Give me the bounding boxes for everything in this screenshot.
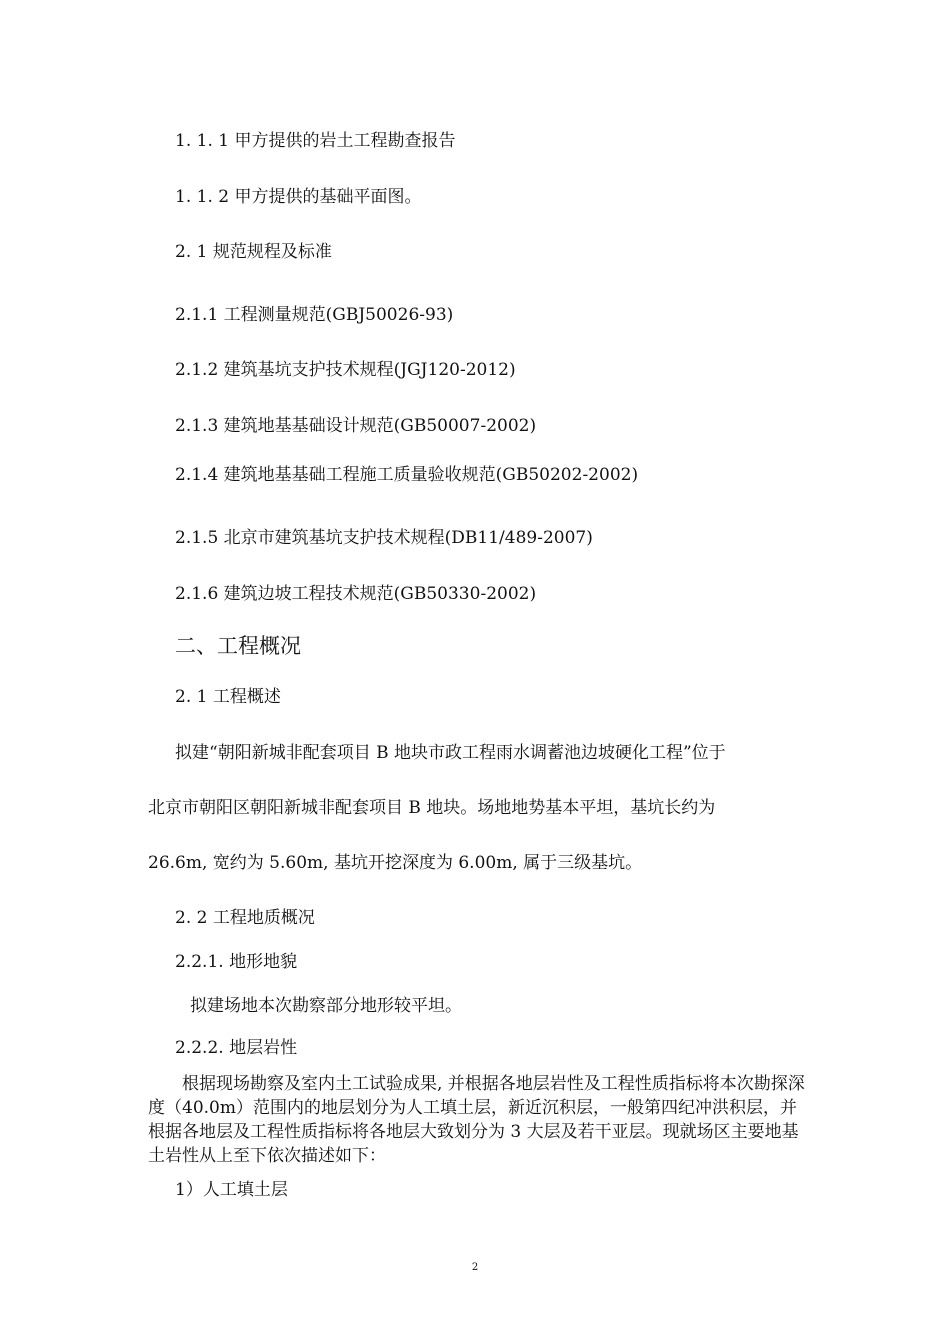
overview-line-2: 北京市朝阳区朝阳新城非配套项目 B 地块。场地地势基本平坦，基坑长约为 — [148, 798, 716, 818]
line-2-1-6: 2.1.6 建筑边坡工程技术规范(GB50330-2002) — [175, 584, 537, 604]
strata-paragraph: 根据现场勘察及室内土工试验成果, 并根据各地层岩性及工程性质指标将本次勘探深度（40.0m）范围内的地层划分为人工填土层，新近沉积层，一般第四纪冲洪积层，并根据各地层及工程性质指标将各地层大致划分为 3 大层及若干亚层。现就场区主要地基土岩性从上至下依次描述如下： — [148, 1074, 805, 1166]
item-2-2-2: 2.2.2. 地层岩性 — [175, 1038, 298, 1058]
line-2-1-2: 2.1.2 建筑基坑支护技术规程(JGJ120-2012) — [175, 360, 516, 380]
line-2-1-1: 2.1.1 工程测量规范(GBJ50026-93) — [175, 305, 454, 325]
overview-line-3: 26.6m, 宽约为 5.60m, 基坑开挖深度为 6.00m, 属于三级基坑。 — [148, 853, 643, 873]
item-fill-layer: 1）人工填土层 — [175, 1180, 288, 1200]
subsection-2-2: 2. 2 工程地质概况 — [175, 908, 315, 928]
item-2-2-1: 2.2.1. 地形地貌 — [175, 952, 298, 972]
line-2-1-4: 2.1.4 建筑地基基础工程施工质量验收规范(GB50202-2002) — [175, 465, 639, 485]
line-1-1-2: 1. 1. 2 甲方提供的基础平面图。 — [175, 187, 422, 207]
subsection-2-1: 2. 1 工程概述 — [175, 687, 281, 707]
terrain-text: 拟建场地本次勘察部分地形较平坦。 — [190, 996, 462, 1016]
line-2-1-3: 2.1.3 建筑地基基础设计规范(GB50007-2002) — [175, 416, 537, 436]
overview-line-1: 拟建“朝阳新城非配套项目 B 地块市政工程雨水调蓄池边坡硬化工程”位于 — [175, 743, 726, 763]
line-2-1-5: 2.1.5 北京市建筑基坑支护技术规程(DB11/489-2007) — [175, 528, 593, 548]
page-number: 2 — [471, 1262, 479, 1273]
line-2-1: 2. 1 规范规程及标准 — [175, 242, 332, 262]
section-title: 二、工程概况 — [175, 634, 301, 658]
line-1-1-1: 1. 1. 1 甲方提供的岩土工程勘查报告 — [175, 131, 456, 151]
